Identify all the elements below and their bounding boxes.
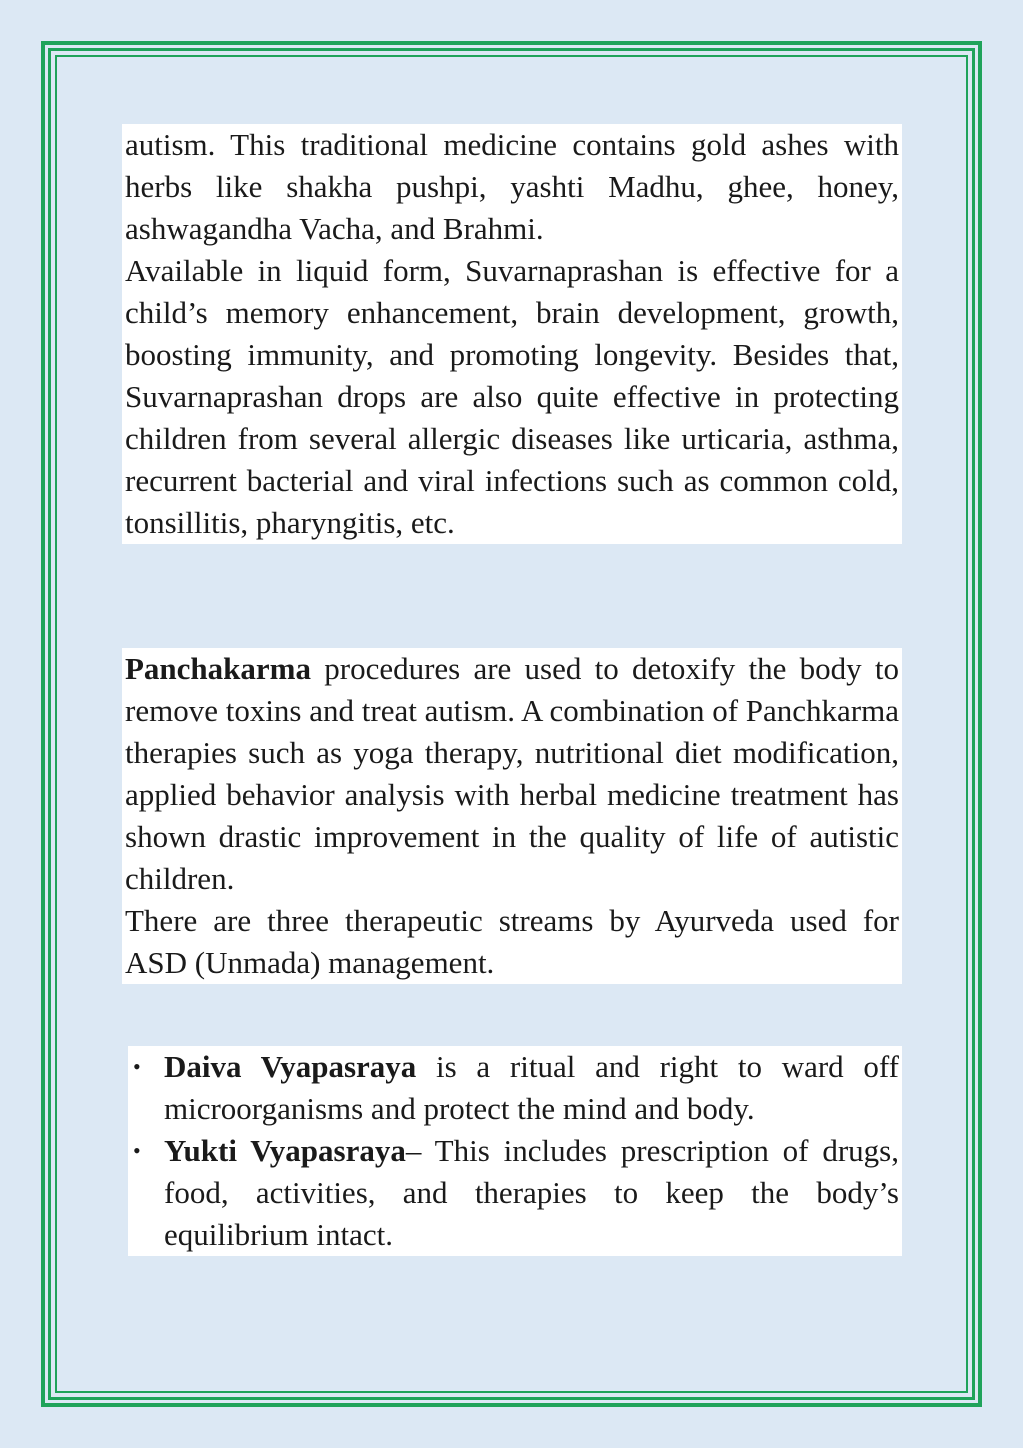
panchakarma-term: Panchakarma xyxy=(125,651,311,686)
paragraph-therapeutic-streams: There are three therapeutic streams by Ayurveda used for ASD (Unmada) management. xyxy=(125,903,899,980)
list-item xyxy=(133,1046,899,1130)
bullet-icon: • xyxy=(133,1054,141,1079)
therapy-list-block xyxy=(128,1046,902,1256)
list-item xyxy=(133,1130,899,1256)
therapy-list xyxy=(133,1046,899,1256)
paragraph-panchakarma xyxy=(125,648,899,900)
text-block-panchakarma xyxy=(122,648,902,984)
panchakarma-description: procedures are used to detoxify the body to remove toxins and treat autism. A combination of Panchkarma therapies such as yoga therapy, nutritional diet modification, applied behavior analysis with herbal medicine treatment has shown drastic improvement in the quality of life of autistic children. xyxy=(125,651,899,896)
therapy-description: – This includes prescription of drugs, food, activities, and therapies to keep the body’s equilibrium intact. xyxy=(164,1133,899,1252)
paragraph-autism-medicine: autism. This traditional medicine contains gold ashes with herbs like shakha pushpi, yashti Madhu, ghee, honey, ashwagandha Vacha, and Brahmi. xyxy=(125,127,899,246)
paragraph-suvarnaprashan: Available in liquid form, Suvarnaprashan is effective for a child’s memory enhancement, brain development, growth, boosting immunity, and promoting longevity. Besides that, Suvarnaprashan drops are also quite effective in protecting children from several allergic diseases like urticaria, asthma, recurrent bacterial and viral infections such as common cold, tonsillitis, pharyngitis, etc. xyxy=(125,253,899,540)
text-block-suvarnaprashan xyxy=(122,124,902,544)
bullet-icon: • xyxy=(133,1138,141,1163)
therapy-term: Yukti Vyapasraya xyxy=(164,1133,406,1168)
therapy-description: is a ritual and right to ward off microorganisms and protect the mind and body. xyxy=(164,1049,899,1126)
therapy-term: Daiva Vyapasraya xyxy=(164,1049,417,1084)
